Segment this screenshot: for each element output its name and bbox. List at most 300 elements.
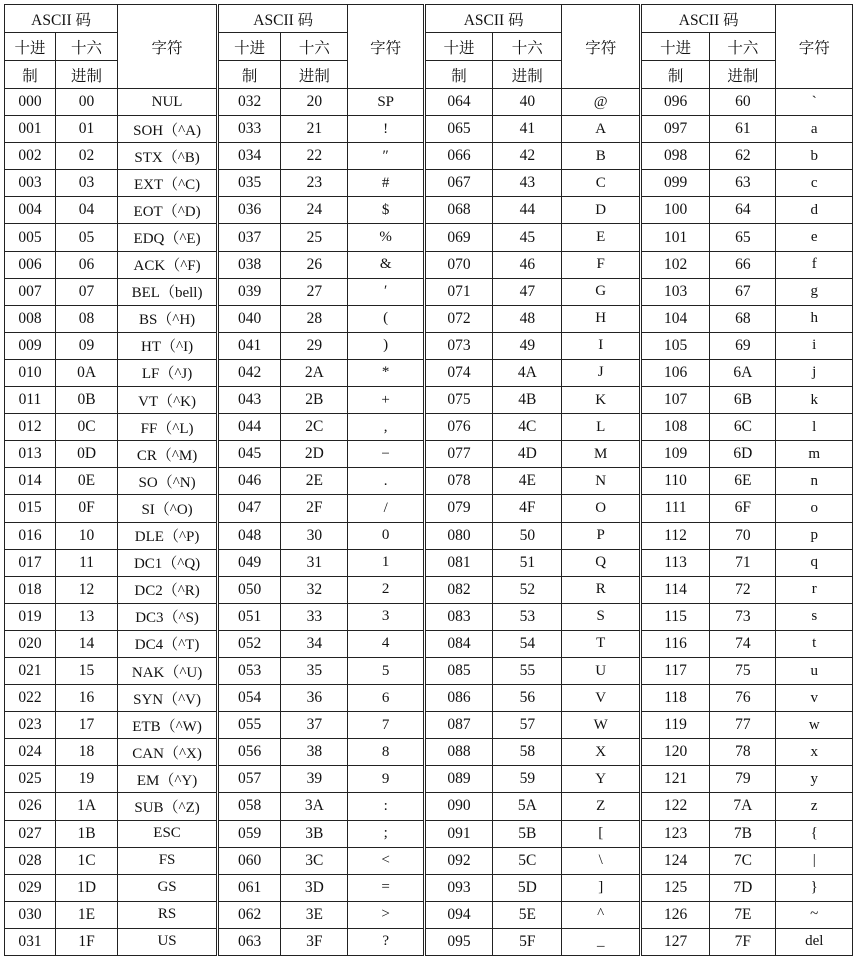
table-row <box>5 685 853 712</box>
char-header: 字符 <box>776 5 853 89</box>
decimal-cell: 122 <box>640 793 709 820</box>
char-cell: SYN（^V) <box>118 685 218 712</box>
decimal-cell: 011 <box>5 387 56 414</box>
hex-cell: 76 <box>710 685 776 712</box>
char-cell: A <box>562 116 640 143</box>
char-cell: 3 <box>348 603 424 630</box>
char-cell: / <box>348 495 424 522</box>
hex-cell: 62 <box>710 143 776 170</box>
decimal-cell: 070 <box>424 251 492 278</box>
hex-cell: 44 <box>493 197 562 224</box>
hex-cell: 19 <box>55 766 117 793</box>
char-cell: E <box>562 224 640 251</box>
char-cell: : <box>348 793 424 820</box>
hex-cell: 27 <box>281 278 348 305</box>
decimal-cell: 035 <box>218 170 281 197</box>
hex-cell: 53 <box>493 603 562 630</box>
decimal-cell: 089 <box>424 766 492 793</box>
hex-cell: 10 <box>55 522 117 549</box>
hex-cell: 2F <box>281 495 348 522</box>
char-cell: STX（^B) <box>118 143 218 170</box>
decimal-cell: 077 <box>424 441 492 468</box>
decimal-cell: 074 <box>424 359 492 386</box>
char-cell: & <box>348 251 424 278</box>
hex-cell: 77 <box>710 712 776 739</box>
decimal-cell: 009 <box>5 332 56 359</box>
table-row <box>5 143 853 170</box>
decimal-cell: 017 <box>5 549 56 576</box>
char-cell: b <box>776 143 853 170</box>
decimal-cell: 056 <box>218 739 281 766</box>
hex-cell: 45 <box>493 224 562 251</box>
char-cell: 1 <box>348 549 424 576</box>
hex-header: 进制 <box>281 61 348 89</box>
char-cell: ETB（^W) <box>118 712 218 739</box>
char-cell: NUL <box>118 89 218 116</box>
hex-cell: 4B <box>493 387 562 414</box>
hex-cell: 1D <box>55 874 117 901</box>
decimal-cell: 117 <box>640 657 709 684</box>
char-header: 字符 <box>118 5 218 89</box>
table-row <box>5 928 853 955</box>
table-row <box>5 766 853 793</box>
hex-cell: 55 <box>493 657 562 684</box>
decimal-cell: 126 <box>640 901 709 928</box>
hex-cell: 23 <box>281 170 348 197</box>
char-cell: VT（^K) <box>118 387 218 414</box>
char-cell: SOH（^A) <box>118 116 218 143</box>
decimal-cell: 053 <box>218 657 281 684</box>
hex-cell: 0D <box>55 441 117 468</box>
decimal-cell: 116 <box>640 630 709 657</box>
decimal-cell: 101 <box>640 224 709 251</box>
ascii-table-container <box>4 4 853 956</box>
char-cell: \ <box>562 847 640 874</box>
char-cell: 7 <box>348 712 424 739</box>
decimal-cell: 033 <box>218 116 281 143</box>
decimal-cell: 000 <box>5 89 56 116</box>
char-cell: o <box>776 495 853 522</box>
table-row <box>5 495 853 522</box>
decimal-cell: 080 <box>424 522 492 549</box>
decimal-cell: 083 <box>424 603 492 630</box>
char-cell: ESC <box>118 820 218 847</box>
decimal-cell: 014 <box>5 468 56 495</box>
char-header: 字符 <box>348 5 424 89</box>
decimal-cell: 001 <box>5 116 56 143</box>
decimal-cell: 028 <box>5 847 56 874</box>
decimal-cell: 008 <box>5 305 56 332</box>
decimal-cell: 112 <box>640 522 709 549</box>
hex-cell: 46 <box>493 251 562 278</box>
char-cell: ~ <box>776 901 853 928</box>
char-cell: | <box>776 847 853 874</box>
decimal-cell: 045 <box>218 441 281 468</box>
char-cell: 0 <box>348 522 424 549</box>
char-cell: DLE（^P) <box>118 522 218 549</box>
decimal-cell: 113 <box>640 549 709 576</box>
table-row <box>5 387 853 414</box>
char-cell: 2 <box>348 576 424 603</box>
hex-cell: 70 <box>710 522 776 549</box>
hex-cell: 6D <box>710 441 776 468</box>
decimal-cell: 087 <box>424 712 492 739</box>
decimal-cell: 092 <box>424 847 492 874</box>
char-cell: } <box>776 874 853 901</box>
hex-cell: 68 <box>710 305 776 332</box>
char-cell: r <box>776 576 853 603</box>
table-row <box>5 874 853 901</box>
table-row <box>5 89 853 116</box>
dec-header: 十进 <box>5 33 56 61</box>
table-row <box>5 224 853 251</box>
hex-cell: 7D <box>710 874 776 901</box>
char-cell: 5 <box>348 657 424 684</box>
group-title: ASCII 码 <box>424 5 562 33</box>
char-cell: V <box>562 685 640 712</box>
decimal-cell: 079 <box>424 495 492 522</box>
decimal-cell: 036 <box>218 197 281 224</box>
decimal-cell: 107 <box>640 387 709 414</box>
hex-cell: 28 <box>281 305 348 332</box>
table-row <box>5 630 853 657</box>
decimal-cell: 052 <box>218 630 281 657</box>
hex-cell: 69 <box>710 332 776 359</box>
char-cell: FS <box>118 847 218 874</box>
table-row <box>5 522 853 549</box>
hex-cell: 2B <box>281 387 348 414</box>
decimal-cell: 027 <box>5 820 56 847</box>
hex-cell: 35 <box>281 657 348 684</box>
hex-cell: 63 <box>710 170 776 197</box>
header-row-title <box>5 5 853 33</box>
decimal-cell: 020 <box>5 630 56 657</box>
hex-cell: 0E <box>55 468 117 495</box>
char-cell: ″ <box>348 143 424 170</box>
hex-cell: 11 <box>55 549 117 576</box>
hex-cell: 67 <box>710 278 776 305</box>
hex-cell: 1C <box>55 847 117 874</box>
char-cell: z <box>776 793 853 820</box>
hex-header: 十六 <box>493 33 562 61</box>
table-row <box>5 603 853 630</box>
char-cell: u <box>776 657 853 684</box>
decimal-cell: 078 <box>424 468 492 495</box>
table-row <box>5 305 853 332</box>
decimal-cell: 073 <box>424 332 492 359</box>
decimal-cell: 006 <box>5 251 56 278</box>
dec-header: 制 <box>218 61 281 89</box>
table-row <box>5 414 853 441</box>
hex-cell: 0A <box>55 359 117 386</box>
hex-cell: 04 <box>55 197 117 224</box>
decimal-cell: 025 <box>5 766 56 793</box>
hex-cell: 40 <box>493 89 562 116</box>
hex-cell: 43 <box>493 170 562 197</box>
char-cell: q <box>776 549 853 576</box>
char-cell: n <box>776 468 853 495</box>
char-cell: HT（^I) <box>118 332 218 359</box>
decimal-cell: 044 <box>218 414 281 441</box>
decimal-cell: 004 <box>5 197 56 224</box>
char-cell: g <box>776 278 853 305</box>
table-row <box>5 576 853 603</box>
char-cell: w <box>776 712 853 739</box>
char-cell: ; <box>348 820 424 847</box>
char-cell: . <box>348 468 424 495</box>
dec-header: 制 <box>424 61 492 89</box>
hex-cell: 32 <box>281 576 348 603</box>
char-cell: RS <box>118 901 218 928</box>
hex-cell: 6F <box>710 495 776 522</box>
decimal-cell: 063 <box>218 928 281 955</box>
hex-cell: 3A <box>281 793 348 820</box>
decimal-cell: 072 <box>424 305 492 332</box>
table-row <box>5 278 853 305</box>
decimal-cell: 106 <box>640 359 709 386</box>
decimal-cell: 069 <box>424 224 492 251</box>
table-row <box>5 170 853 197</box>
decimal-cell: 032 <box>218 89 281 116</box>
char-cell: 4 <box>348 630 424 657</box>
decimal-cell: 094 <box>424 901 492 928</box>
decimal-cell: 023 <box>5 712 56 739</box>
char-header: 字符 <box>562 5 640 89</box>
char-cell: G <box>562 278 640 305</box>
char-cell: m <box>776 441 853 468</box>
char-cell: [ <box>562 820 640 847</box>
hex-cell: 22 <box>281 143 348 170</box>
hex-cell: 15 <box>55 657 117 684</box>
decimal-cell: 118 <box>640 685 709 712</box>
decimal-cell: 065 <box>424 116 492 143</box>
char-cell: GS <box>118 874 218 901</box>
decimal-cell: 100 <box>640 197 709 224</box>
char-cell: Z <box>562 793 640 820</box>
hex-cell: 0B <box>55 387 117 414</box>
char-cell: N <box>562 468 640 495</box>
decimal-cell: 076 <box>424 414 492 441</box>
hex-cell: 4F <box>493 495 562 522</box>
char-cell: ) <box>348 332 424 359</box>
hex-cell: 29 <box>281 332 348 359</box>
char-cell: f <box>776 251 853 278</box>
char-cell: NAK（^U) <box>118 657 218 684</box>
decimal-cell: 039 <box>218 278 281 305</box>
table-row <box>5 116 853 143</box>
hex-cell: 00 <box>55 89 117 116</box>
decimal-cell: 071 <box>424 278 492 305</box>
hex-cell: 0C <box>55 414 117 441</box>
hex-cell: 59 <box>493 766 562 793</box>
decimal-cell: 119 <box>640 712 709 739</box>
char-cell: C <box>562 170 640 197</box>
decimal-cell: 108 <box>640 414 709 441</box>
hex-cell: 5E <box>493 901 562 928</box>
table-row <box>5 251 853 278</box>
hex-cell: 25 <box>281 224 348 251</box>
char-cell: 8 <box>348 739 424 766</box>
char-cell: B <box>562 143 640 170</box>
char-cell: EXT（^C) <box>118 170 218 197</box>
hex-cell: 41 <box>493 116 562 143</box>
char-cell: ( <box>348 305 424 332</box>
hex-cell: 08 <box>55 305 117 332</box>
hex-cell: 7E <box>710 901 776 928</box>
hex-cell: 2C <box>281 414 348 441</box>
decimal-cell: 115 <box>640 603 709 630</box>
decimal-cell: 021 <box>5 657 56 684</box>
char-cell: EOT（^D) <box>118 197 218 224</box>
hex-cell: 4C <box>493 414 562 441</box>
hex-cell: 56 <box>493 685 562 712</box>
hex-cell: 7A <box>710 793 776 820</box>
char-cell: v <box>776 685 853 712</box>
decimal-cell: 050 <box>218 576 281 603</box>
hex-cell: 3C <box>281 847 348 874</box>
char-cell: 6 <box>348 685 424 712</box>
table-row <box>5 197 853 224</box>
decimal-cell: 097 <box>640 116 709 143</box>
hex-cell: 39 <box>281 766 348 793</box>
hex-header: 十六 <box>281 33 348 61</box>
group-title: ASCII 码 <box>640 5 776 33</box>
ascii-code-table <box>4 4 853 956</box>
hex-cell: 5A <box>493 793 562 820</box>
hex-cell: 3B <box>281 820 348 847</box>
decimal-cell: 095 <box>424 928 492 955</box>
char-cell: h <box>776 305 853 332</box>
char-cell: DC1（^Q) <box>118 549 218 576</box>
char-cell: , <box>348 414 424 441</box>
decimal-cell: 127 <box>640 928 709 955</box>
hex-cell: 2D <box>281 441 348 468</box>
decimal-cell: 058 <box>218 793 281 820</box>
hex-cell: 74 <box>710 630 776 657</box>
decimal-cell: 075 <box>424 387 492 414</box>
table-row <box>5 847 853 874</box>
hex-cell: 4D <box>493 441 562 468</box>
hex-cell: 0F <box>55 495 117 522</box>
char-cell: l <box>776 414 853 441</box>
char-cell: BEL（bell) <box>118 278 218 305</box>
char-cell: ! <box>348 116 424 143</box>
dec-header: 制 <box>640 61 709 89</box>
decimal-cell: 002 <box>5 143 56 170</box>
decimal-cell: 054 <box>218 685 281 712</box>
hex-cell: 48 <box>493 305 562 332</box>
decimal-cell: 055 <box>218 712 281 739</box>
decimal-cell: 062 <box>218 901 281 928</box>
char-cell: c <box>776 170 853 197</box>
decimal-cell: 082 <box>424 576 492 603</box>
decimal-cell: 010 <box>5 359 56 386</box>
decimal-cell: 110 <box>640 468 709 495</box>
hex-cell: 7C <box>710 847 776 874</box>
char-cell: 9 <box>348 766 424 793</box>
decimal-cell: 086 <box>424 685 492 712</box>
hex-cell: 37 <box>281 712 348 739</box>
decimal-cell: 015 <box>5 495 56 522</box>
char-cell: Q <box>562 549 640 576</box>
char-cell: s <box>776 603 853 630</box>
char-cell: Y <box>562 766 640 793</box>
hex-cell: 6E <box>710 468 776 495</box>
char-cell: US <box>118 928 218 955</box>
hex-cell: 07 <box>55 278 117 305</box>
char-cell: D <box>562 197 640 224</box>
hex-cell: 60 <box>710 89 776 116</box>
char-cell: SI（^O) <box>118 495 218 522</box>
table-row <box>5 468 853 495</box>
char-cell: F <box>562 251 640 278</box>
decimal-cell: 093 <box>424 874 492 901</box>
decimal-cell: 026 <box>5 793 56 820</box>
table-row <box>5 657 853 684</box>
char-cell: < <box>348 847 424 874</box>
dec-header: 十进 <box>640 33 709 61</box>
hex-cell: 64 <box>710 197 776 224</box>
char-cell: U <box>562 657 640 684</box>
char-cell: M <box>562 441 640 468</box>
char-cell: DC4（^T) <box>118 630 218 657</box>
char-cell: BS（^H) <box>118 305 218 332</box>
hex-cell: 5F <box>493 928 562 955</box>
char-cell: e <box>776 224 853 251</box>
char-cell: L <box>562 414 640 441</box>
char-cell: CAN（^X) <box>118 739 218 766</box>
dec-header: 十进 <box>424 33 492 61</box>
decimal-cell: 125 <box>640 874 709 901</box>
decimal-cell: 031 <box>5 928 56 955</box>
hex-cell: 3F <box>281 928 348 955</box>
char-cell: SO（^N) <box>118 468 218 495</box>
hex-cell: 65 <box>710 224 776 251</box>
char-cell: i <box>776 332 853 359</box>
char-cell: + <box>348 387 424 414</box>
char-cell: X <box>562 739 640 766</box>
char-cell: ? <box>348 928 424 955</box>
hex-cell: 7F <box>710 928 776 955</box>
hex-cell: 66 <box>710 251 776 278</box>
char-cell: { <box>776 820 853 847</box>
decimal-cell: 012 <box>5 414 56 441</box>
char-cell: P <box>562 522 640 549</box>
char-cell: O <box>562 495 640 522</box>
decimal-cell: 041 <box>218 332 281 359</box>
hex-cell: 5C <box>493 847 562 874</box>
char-cell: p <box>776 522 853 549</box>
char-cell: $ <box>348 197 424 224</box>
decimal-cell: 064 <box>424 89 492 116</box>
hex-cell: 5D <box>493 874 562 901</box>
char-cell: del <box>776 928 853 955</box>
char-cell: CR（^M) <box>118 441 218 468</box>
hex-cell: 6A <box>710 359 776 386</box>
hex-header: 进制 <box>710 61 776 89</box>
hex-cell: 01 <box>55 116 117 143</box>
hex-cell: 1E <box>55 901 117 928</box>
hex-cell: 5B <box>493 820 562 847</box>
decimal-cell: 022 <box>5 685 56 712</box>
decimal-cell: 068 <box>424 197 492 224</box>
hex-cell: 1A <box>55 793 117 820</box>
hex-header: 进制 <box>493 61 562 89</box>
char-cell: SP <box>348 89 424 116</box>
decimal-cell: 114 <box>640 576 709 603</box>
table-row <box>5 549 853 576</box>
char-cell: @ <box>562 89 640 116</box>
